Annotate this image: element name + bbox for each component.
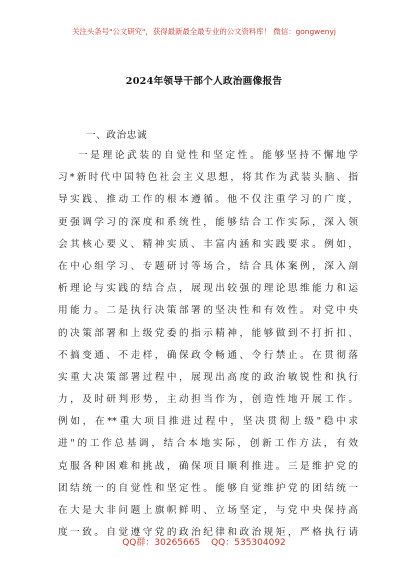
- body-line: 用能力。二是执行决策部署的坚决性和有效性。对党中央: [58, 305, 358, 317]
- body-line: 析理论与实践的结合点，展现出较强的理论思维能力和运: [58, 283, 358, 295]
- section-heading: 一、政治忠诚: [86, 130, 148, 141]
- body-line: 一是理论武装的自觉性和坚定性。能够坚持不懈地学: [78, 150, 358, 161]
- body-line: 克服各种困难和挑战，确保项目顺利推进。三是维护党的: [58, 460, 358, 472]
- body-line: 的决策部署和上级党委的指示精神，能够做到不打折扣、: [58, 327, 358, 339]
- body-line: 团结统一的自觉性和坚定性。能够自觉维护党的团结统一: [58, 482, 358, 494]
- qq-number: QQ：535304092: [211, 538, 286, 548]
- body-line: 力，及时研判形势，主动担当作为，创造性地开展工作。: [58, 394, 358, 406]
- body-line: 会其核心要义、精神实质、丰富内涵和实践要求。例如，: [58, 238, 358, 250]
- body-line: 更强调学习的深度和系统性，能够结合工作实际，深入领: [58, 216, 358, 228]
- body-line: 度一致。自觉遵守党的政治纪律和政治规矩，严格执行请: [58, 527, 358, 539]
- body-text: [58, 145, 358, 544]
- body-line: 不搞变通、不走样，确保政令畅通、令行禁止。在贯彻落: [58, 349, 358, 361]
- footer-contacts: [0, 535, 408, 548]
- body-line: 进"的工作总基调，结合本地实际，创新工作方法，有效: [58, 438, 358, 450]
- qq-group-number: QQ群：30265665: [122, 538, 201, 548]
- body-line: 实重大决策部署过程中，展现出高度的政治敏锐性和执行: [58, 371, 358, 383]
- body-line: 在大是大非问题上旗帜鲜明、立场坚定，与党中央保持高: [58, 505, 358, 516]
- body-line: 习*新时代中国特色社会主义思想，将其作为武装头脑、指: [58, 172, 358, 184]
- document-title: 2024年领导干部个人政治画像报告: [125, 76, 283, 87]
- body-line: 在中心组学习、专题研讨等场合，结合具体案例，深入剖: [58, 260, 358, 272]
- body-line: 导实践、推动工作的根本遵循。他不仅注重学习的广度，: [58, 194, 358, 206]
- promo-banner: 关注头条号"公文研究"，获得最新最全最专业的公文资料库！ 微信：gongwenyj: [72, 27, 336, 36]
- body-line: 例如，在**重大项目推进过程中，坚决贯彻上级"稳中求: [58, 416, 358, 428]
